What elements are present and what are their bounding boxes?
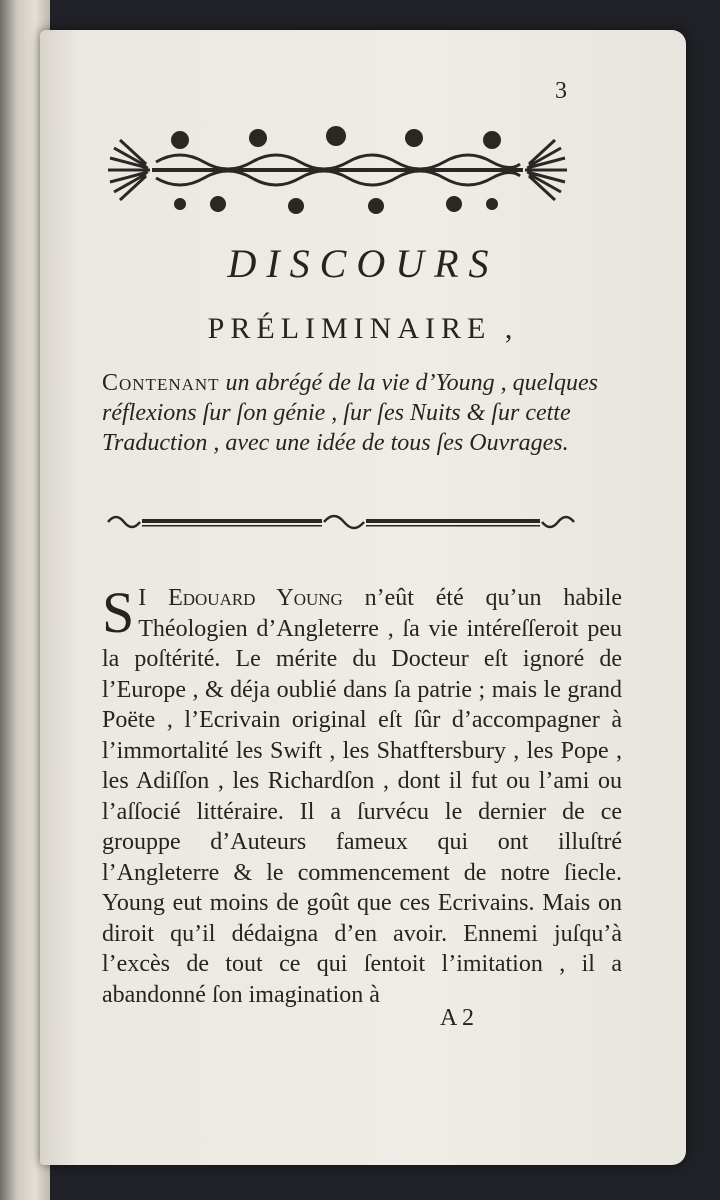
book-page [40,30,686,1165]
author-name: Edouard Young [146,585,343,611]
page-title: DISCOURS [227,241,499,286]
floral-headpiece-ornament [100,118,575,223]
chapter-summary [102,368,622,458]
page-number: 3 [555,78,567,104]
signature-mark: A 2 [440,1005,475,1031]
summary-text: un abrégé de la vie d’Young , quelques réflexions ſur ſon génie , ſur ſes Nuits & ſur cette Traduction , avec une idée de tous ſes Ouvrages. [102,370,598,456]
decorative-rule-ornament [104,508,578,536]
first-word-rest: I [138,585,147,611]
summary-lead-word: Contenant [102,370,220,396]
drop-cap-letter: S [102,580,135,645]
body-text: n’eût été qu’un habile Théologien d’Angleterre , ſa vie intéreſſeroit peu la poſtérité. Le mérite du Docteur eſt ignoré de l’Europe , & déja oublié dans ſa patrie ; mais le grand Poëte , l’Ecrivain original eſt ſûr d’accompagner à l’immortalité les Swift , les Shatftersbury , les Pope , les Adiſſon , les Richardſon , dont il fut ou l’ami ou l’aſſocié littéraire. Il a ſurvécu le dernier de ce grouppe d’Auteurs fameux qui ont illuſtré l’Angleterre & le commencement de notre ſiecle. Young eut moins de goût que ces Ecrivains. Mais on diroit qu’il dédaigna d’en avoir. Ennemi juſqu’à l’excès de tout ce qui ſentoit l’imitation , il a abandonné ſon imagination à [102,585,622,1008]
body-paragraph [102,580,622,1010]
page-subtitle: PRÉLIMINAIRE , [207,312,519,345]
